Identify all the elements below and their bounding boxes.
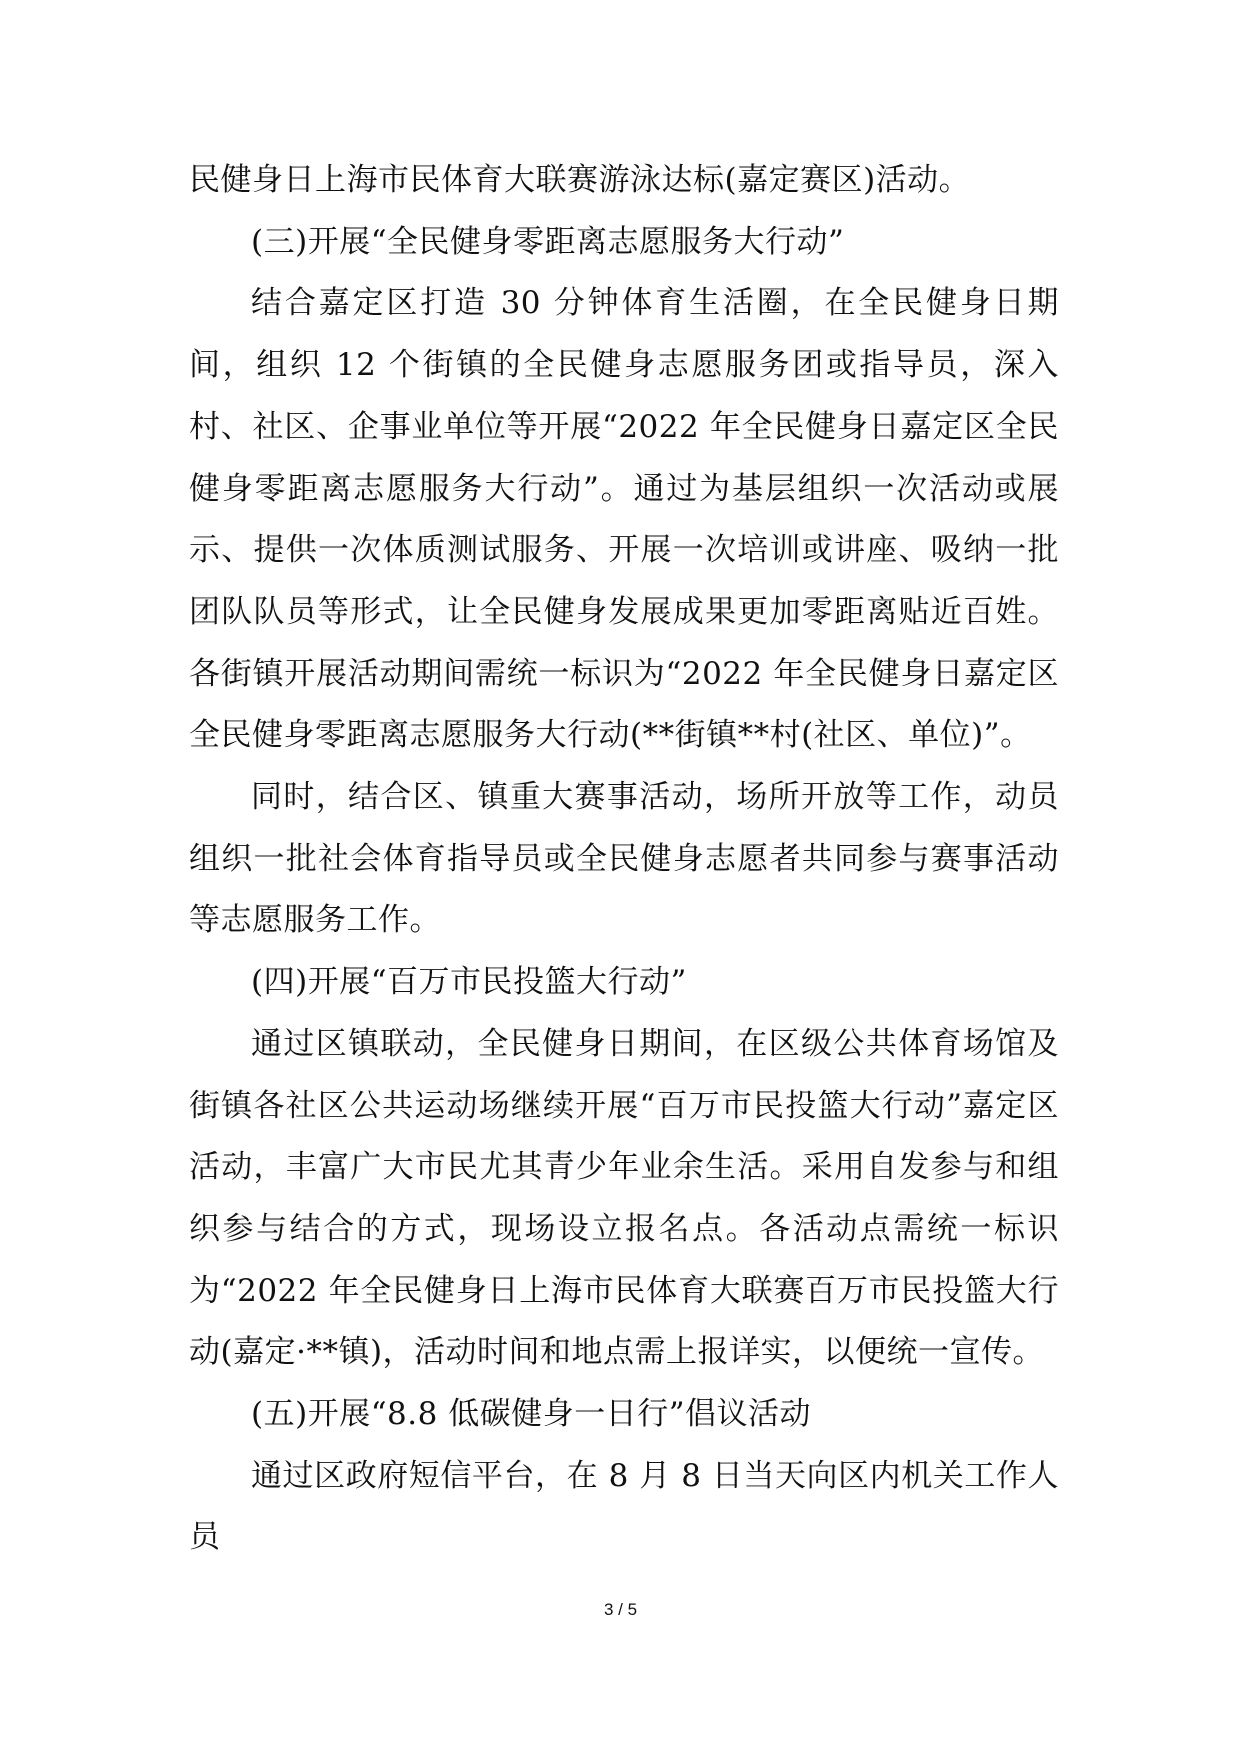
paragraph-body: 通过区镇联动，全民健身日期间，在区级公共体育场馆及街镇各社区公共运动场继续开展“百万市民投篮大行动”嘉定区活动，丰富广大市民尤其青少年业余生活。采用自发参与和组织参与结合的方式，现场设立报名点。各活动点需统一标识为“2022 年全民健身日上海市民体育大联赛百万市民投篮大行动(嘉定·**镇)，活动时间和地点需上报详实，以便统一宣传。 [189, 1025, 1059, 1371]
paragraph-body: 通过区政府短信平台，在 8 月 8 日当天向区内机关工作人员 [189, 1457, 1059, 1556]
paragraph-body: 同时，结合区、镇重大赛事活动，场所开放等工作，动员组织一批社会体育指导员或全民健身志愿者共同参与赛事活动等志愿服务工作。 [189, 779, 1059, 939]
document-body [189, 150, 1059, 1569]
section-heading-4: (四)开展“百万市民投篮大行动” [251, 964, 687, 1001]
section-heading-5: (五)开展“8.8 低碳健身一日行”倡议活动 [251, 1396, 812, 1433]
section-heading-3: (三)开展“全民健身零距离志愿服务大行动” [251, 223, 845, 260]
paragraph-body: 结合嘉定区打造 30 分钟体育生活圈，在全民健身日期间，组织 12 个街镇的全民健身志愿服务团或指导员，深入村、社区、企事业单位等开展“2022 年全民健身日嘉定区全民健身零距离志愿服务大行动”。通过为基层组织一次活动或展示、提供一次体质测试服务、开展一次培训或讲座、吸纳一批团队队员等形式，让全民健身发展成果更加零距离贴近百姓。各街镇开展活动期间需统一标识为“2022 年全民健身日嘉定区全民健身零距离志愿服务大行动(**街镇**村(社区、单位)”。 [189, 285, 1059, 754]
paragraph-continuation: 民健身日上海市民体育大联赛游泳达标(嘉定赛区)活动。 [189, 162, 971, 198]
page-number: 3 / 5 [603, 1600, 638, 1619]
